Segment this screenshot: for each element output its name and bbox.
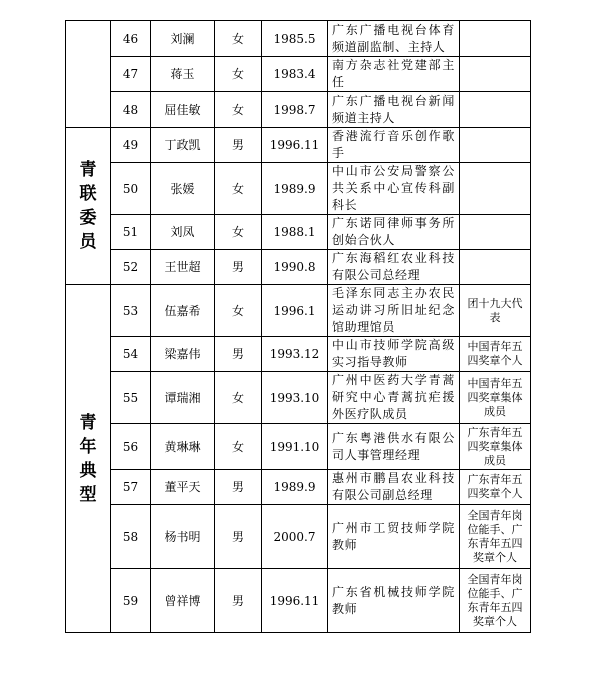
birth-cell: 1989.9 (262, 163, 328, 215)
member-table (65, 20, 531, 633)
number-cell: 51 (111, 215, 151, 250)
name-cell: 刘凤 (151, 215, 215, 250)
birth-cell: 1996.11 (262, 128, 328, 163)
table-row (66, 21, 531, 57)
honor-cell: 中国青年五四奖章个人 (460, 337, 531, 372)
title-cell: 中山市技师学院高级实习指导教师 (328, 337, 460, 372)
number-cell: 50 (111, 163, 151, 215)
honor-cell (460, 128, 531, 163)
table-row (66, 163, 531, 215)
title-cell: 广州中医药大学青蒿研究中心青蒿抗疟援外医疗队成员 (328, 372, 460, 424)
title-cell: 广州市工贸技师学院教师 (328, 505, 460, 569)
title-cell: 广东海稻红农业科技有限公司总经理 (328, 250, 460, 285)
title-cell: 广东广播电视台体育频道副监制、主持人 (328, 21, 460, 57)
birth-cell: 1988.1 (262, 215, 328, 250)
table-row (66, 337, 531, 372)
title-cell: 广东广播电视台新闻频道主持人 (328, 92, 460, 128)
birth-cell: 1989.9 (262, 470, 328, 505)
number-cell: 56 (111, 424, 151, 470)
name-cell: 蒋玉 (151, 57, 215, 92)
gender-cell: 女 (215, 163, 262, 215)
gender-cell: 女 (215, 285, 262, 337)
table-row (66, 215, 531, 250)
birth-cell: 1996.1 (262, 285, 328, 337)
number-cell: 59 (111, 569, 151, 633)
number-cell: 49 (111, 128, 151, 163)
gender-cell: 男 (215, 569, 262, 633)
name-cell: 屈佳敏 (151, 92, 215, 128)
table-row (66, 569, 531, 633)
category-cell (66, 128, 111, 285)
number-cell: 55 (111, 372, 151, 424)
number-cell: 54 (111, 337, 151, 372)
birth-cell: 2000.7 (262, 505, 328, 569)
number-cell: 53 (111, 285, 151, 337)
honor-cell: 广东青年五四奖章个人 (460, 470, 531, 505)
table-row (66, 505, 531, 569)
honor-cell (460, 163, 531, 215)
honor-cell: 全国青年岗位能手、广东青年五四奖章个人 (460, 505, 531, 569)
gender-cell: 男 (215, 505, 262, 569)
title-cell: 广东省机械技师学院教师 (328, 569, 460, 633)
title-cell: 南方杂志社党建部主任 (328, 57, 460, 92)
name-cell: 梁嘉伟 (151, 337, 215, 372)
title-cell: 惠州市鹏昌农业科技有限公司副总经理 (328, 470, 460, 505)
birth-cell: 1993.12 (262, 337, 328, 372)
name-cell: 刘澜 (151, 21, 215, 57)
table-row (66, 424, 531, 470)
category-cell (66, 21, 111, 128)
name-cell: 王世超 (151, 250, 215, 285)
number-cell: 48 (111, 92, 151, 128)
honor-cell: 全国青年岗位能手、广东青年五四奖章个人 (460, 569, 531, 633)
number-cell: 46 (111, 21, 151, 57)
birth-cell: 1990.8 (262, 250, 328, 285)
gender-cell: 女 (215, 424, 262, 470)
gender-cell: 女 (215, 372, 262, 424)
birth-cell: 1993.10 (262, 372, 328, 424)
honor-cell (460, 21, 531, 57)
table-row (66, 470, 531, 505)
title-cell: 广东粤港供水有限公司人事管理经理 (328, 424, 460, 470)
table-row (66, 57, 531, 92)
gender-cell: 男 (215, 250, 262, 285)
birth-cell: 1983.4 (262, 57, 328, 92)
number-cell: 58 (111, 505, 151, 569)
birth-cell: 1998.7 (262, 92, 328, 128)
table-row (66, 285, 531, 337)
name-cell: 张媛 (151, 163, 215, 215)
honor-cell (460, 215, 531, 250)
honor-cell (460, 250, 531, 285)
gender-cell: 男 (215, 337, 262, 372)
gender-cell: 女 (215, 57, 262, 92)
title-cell: 香港流行音乐创作歌手 (328, 128, 460, 163)
category-label: 青年典型 (79, 412, 97, 505)
gender-cell: 女 (215, 21, 262, 57)
table-row (66, 92, 531, 128)
birth-cell: 1991.10 (262, 424, 328, 470)
gender-cell: 男 (215, 128, 262, 163)
birth-cell: 1985.5 (262, 21, 328, 57)
gender-cell: 女 (215, 92, 262, 128)
name-cell: 曾祥博 (151, 569, 215, 633)
gender-cell: 男 (215, 470, 262, 505)
number-cell: 52 (111, 250, 151, 285)
number-cell: 57 (111, 470, 151, 505)
category-cell (66, 285, 111, 633)
table-row (66, 372, 531, 424)
name-cell: 丁政凯 (151, 128, 215, 163)
gender-cell: 女 (215, 215, 262, 250)
title-cell: 广东诺同律师事务所创始合伙人 (328, 215, 460, 250)
table-row (66, 250, 531, 285)
honor-cell: 团十九大代表 (460, 285, 531, 337)
name-cell: 董平天 (151, 470, 215, 505)
title-cell: 中山市公安局警察公共关系中心宣传科副科长 (328, 163, 460, 215)
number-cell: 47 (111, 57, 151, 92)
name-cell: 伍嘉希 (151, 285, 215, 337)
honor-cell: 广东青年五四奖章集体成员 (460, 424, 531, 470)
table-row (66, 128, 531, 163)
category-label: 青联委员 (79, 160, 97, 252)
birth-cell: 1996.11 (262, 569, 328, 633)
honor-cell (460, 92, 531, 128)
name-cell: 黄琳琳 (151, 424, 215, 470)
name-cell: 谭瑞湘 (151, 372, 215, 424)
honor-cell (460, 57, 531, 92)
title-cell: 毛泽东同志主办农民运动讲习所旧址纪念馆助理馆员 (328, 285, 460, 337)
honor-cell: 中国青年五四奖章集体成员 (460, 372, 531, 424)
name-cell: 杨书明 (151, 505, 215, 569)
